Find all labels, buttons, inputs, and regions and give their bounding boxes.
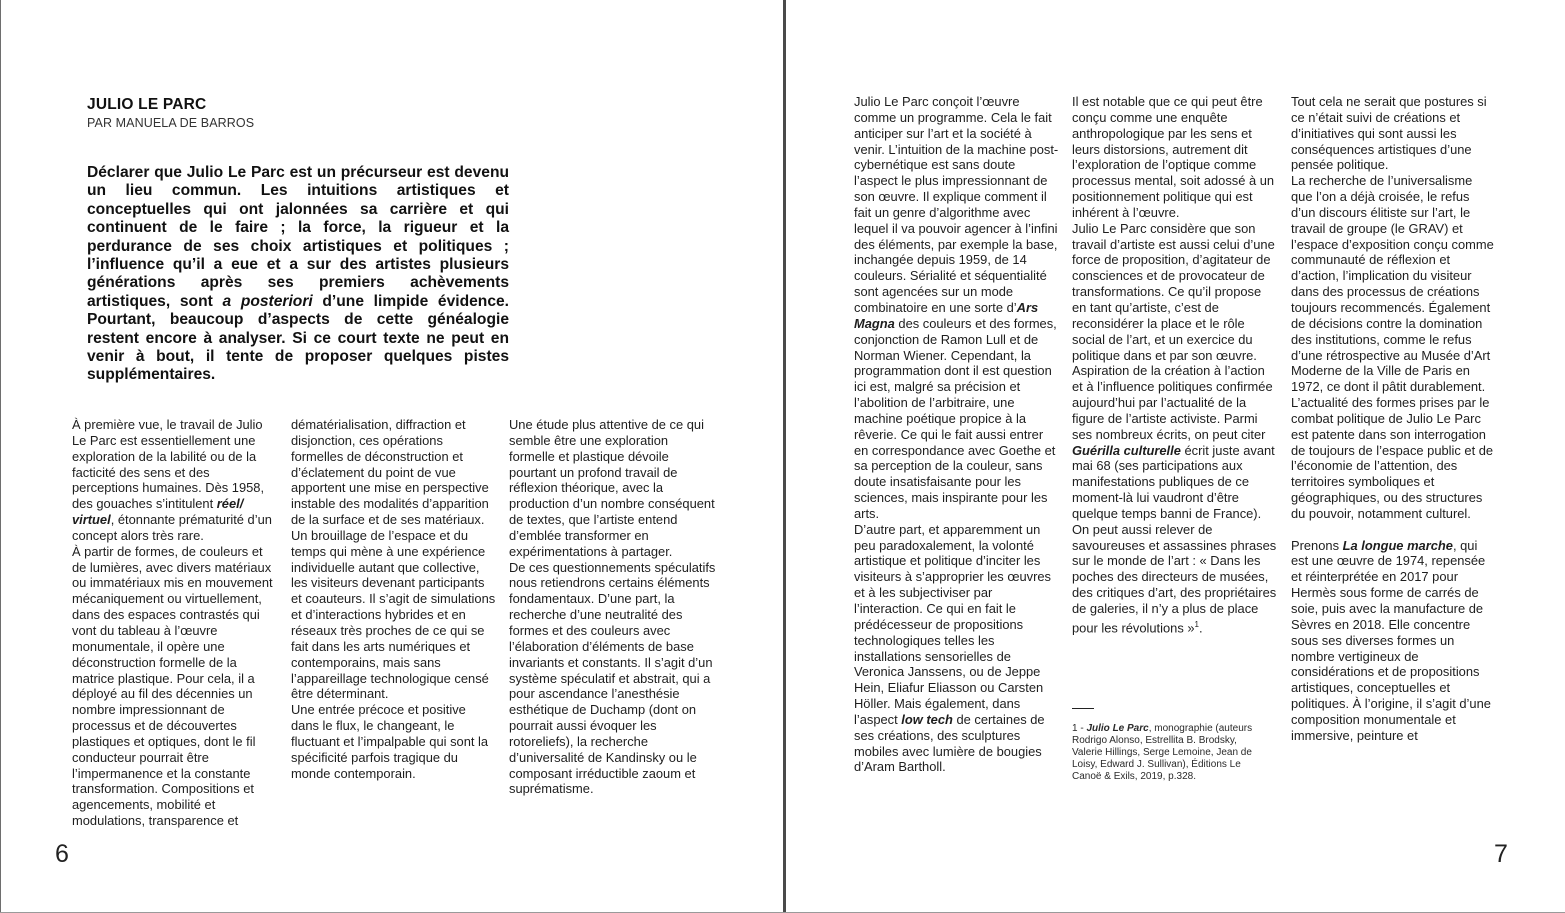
paragraph-text: . — [1198, 620, 1203, 636]
paragraph-text: , qui est une œuvre de 1974, repensée et réinterprétée en 2017 pour Hermès sous forme de carrés de soie, puis avec la manufacture de Sèvres en 2018. Elle concentre sous ses diverses formes un nombre vertigineux de considérations et de propositions artistiques, conceptuelles et politiques. À l’origine, il s’agit d’une composition monumentale et immersive, peinture et — [1291, 537, 1491, 743]
paragraph-text: Julio Le Parc conçoit l’œuvre comme un programme. Cela le fait anticiper sur l’art et la société à venir. L’intuition de la machine post-cybernétique est sans doute l’aspect le plus impressionnant de son œuvre. Il explique comment il fait un genre d’algorithme avec lequel il va pouvoir agencer à l’infini des éléments, par exemple la base, inchangée depuis 1959, de 14 couleurs. Sérialité et séquentialité sont agencées sur un mode combinatoire en une sorte d’ — [854, 94, 1059, 315]
lede-text: Déclarer que Julio Le Parc est un précurseur est devenu un lieu commun. Les intuitions artistiques et conceptuelles qui ont jalonnées sa carrière et qui continuent de le faire ; la force, la rigueur et la perdurance de ses choix artistiques et politiques ; l’influence qu’il a eue et a sur des artistes plusieurs générations après ses premiers achèvements artistiques, sont — [87, 164, 509, 310]
paragraph-text: À première vue, le travail de Julio Le Parc est essentiellement une exploration de la labilité ou de la facticité des sens et des perceptions humaines. Dès 1958, des gouaches s’intitulent — [72, 417, 265, 512]
footnote-number: 1 - — [1072, 723, 1087, 734]
text-column-5 — [1072, 94, 1278, 636]
paragraph — [72, 417, 278, 544]
article-byline: PAR MANUELA DE BARROS — [87, 116, 255, 130]
lede-text-end: d’une limpide évidence. Pourtant, beaucoup d’aspects de cette généalogie restent encore à analyser. Si ce court texte ne peut en venir à bout, il tente de proposer quelques pistes supplémentaires. — [87, 292, 509, 384]
paragraph: La recherche de l’universalisme que l’on a déjà croisée, le refus d’un discours élitiste sur l’art, le travail de groupe (le GRAV) et l’espace d’exposition conçu comme communauté de réflexion et d’action, l’implication du visiteur dans des processus de créations toujours recommencés. Également de décisions contre la domination des institutions, comme le refus d’une rétrospective au Musée d’Art Moderne de la Ville de Paris en 1972, ce dont il pâtit durablement. L’actualité des formes prises par le combat politique de Julio Le Parc est patente dans son interrogation de toujours de l’espace public et de l’économie de l’attention, des territoires symboliques et géographiques, ou des structures du pouvoir, notamment culturel. — [1291, 173, 1494, 521]
paragraph-text: , étonnante prématurité d’un concept alors très rare. — [72, 512, 272, 543]
paragraph-text: de certaines de ses créations, des sculptures mobiles avec lumière de bougies d’Aram Bartholl. — [854, 711, 1045, 775]
paragraph — [1291, 538, 1497, 744]
paragraph-emphasis: La longue marche — [1342, 537, 1453, 553]
paragraph-emphasis: réel/ virtuel — [72, 496, 244, 528]
paragraph-text: Julio Le Parc considère que son travail d’artiste est aussi celui d’une force de proposition, d’agitateur de consciences et de provocateur de transformations. Ce qu’il propose en tant qu’artiste, c’est de reconsidérer la place et le rôle social de l’art, et un exercice du politique dans et par son œuvre. Aspiration de la création à l’action et à l’influence politiques confirmée aujourd’hui par l’actualité de la figure de l’artiste activiste. Parmi ses nombreux écrits, on peut citer — [1072, 220, 1275, 442]
text-column-2 — [291, 417, 497, 781]
paragraph: Une étude plus attentive de ce qui semble être une exploration formelle et plastique dévoile pourtant un profond travail de réflexion théorique, avec la production d’un nombre conséquent de textes, que l’artiste entend d’emblée transformer en expérimentations à partager. — [509, 417, 715, 559]
page-number-right: 7 — [1494, 840, 1508, 868]
paragraph-emphasis: Ars Magna — [854, 299, 1039, 331]
paragraph-text: des couleurs et des formes, conjonction de Ramon Lull et de Norman Wiener. Cependant, la programmation dont il est question ici est, malgré sa précision et l’abolition de l’arbitraire, une machine poétique propice à la rêverie. Ce qui le fait aussi entrer en correspondance avec Goethe et sa perception de la couleur, sans doute insatisfaisante pour les sciences, mais inspirante pour les arts. — [854, 315, 1057, 521]
footnote — [1072, 723, 1260, 783]
paragraph-emphasis: low tech — [901, 711, 953, 727]
footnote-rule — [1072, 708, 1094, 709]
paragraph — [854, 522, 1060, 776]
article-title: JULIO LE PARC — [87, 96, 207, 113]
text-column-1 — [72, 417, 278, 829]
paragraph: Il est notable que ce qui peut être conçu comme une enquête anthropologique par les sens et leurs distorsions, autrement dit l’exploration de l’optique comme processus mental, soit adossé à un positionnement politique qui est inhérent à l’œuvre. — [1072, 94, 1275, 220]
text-column-6 — [1291, 94, 1497, 744]
paragraph: À partir de formes, de couleurs et de lumières, avec divers matériaux ou immatériaux mis en mouvement mécaniquement ou virtuellement, dans des espaces contrastés qui vont du tableau à l’œuvre monumentale, il opère une déconstruction formelle de la matrice plastique. Pour cela, il a déployé au fil des décennies un nombre impressionnant de processus et de découvertes plastiques et optiques, dont le fil conducteur pourrait être l’impermanence et la constante transformation. Compositions et agencements, mobilité et modulations, transparence et — [72, 543, 273, 829]
text-column-4 — [854, 94, 1060, 775]
paragraph: Une entrée précoce et positive dans le flux, le changeant, le fluctuant et l’impalpable qui sont la spécificité parfois tragique du monde contemporain. — [291, 702, 489, 781]
article-lede — [87, 164, 509, 385]
paragraph: dématérialisation, diffraction et disjonction, ces opérations formelles de déconstruction et d’éclatement du point de vue apportent une mise en perspective instable des modalités d’apparition de la surface et de ses matériaux. Un brouillage de l’espace et du temps qui mène à une expérience individuelle autant que collective, les visiteurs devenant participants et coauteurs. Il s’agit de simulations et d’interactions hybrides et en réseaux très proches de ce qui se fait dans les arts numériques et contemporains, mais sans l’appareillage technologique censé être déterminant. — [291, 417, 496, 702]
paragraph-gap — [1291, 522, 1497, 538]
paragraph-text: écrit juste avant mai 68 (ses participations aux manifestations publiques de ce moment-là lui vaudront d’être quelque temps banni de France). On peut aussi relever de savoureuses et assassines phrases sur le monde de l’art : « Dans les poches des directeurs de musées, des critiques d’art, des propriétaires de galeries, il n’y a plus de place pour les révolutions » — [1072, 442, 1277, 636]
paragraph-emphasis: Guérilla culturelle — [1072, 442, 1181, 458]
text-column-3 — [509, 417, 717, 797]
paragraph — [854, 94, 1060, 522]
page-number-left: 6 — [55, 840, 69, 868]
footnote-marker: 1 — [1194, 619, 1199, 629]
footnote-text: , monographie (auteurs Rodrigo Alonso, Estrellita B. Brodsky, Valerie Hillings, Serge Lemoine, Jean de Loisy, Edward J. Sullivan), Éditions Le Canoë & Exils, 2019, p.328. — [1072, 723, 1253, 783]
paragraph-text: Prenons — [1291, 537, 1343, 553]
paragraph — [1072, 221, 1278, 636]
paragraph: Tout cela ne serait que postures si ce n’était suivi de créations et d’initiatives qui sont aussi les conséquences artistiques d’une pensée politique. — [1291, 94, 1487, 173]
paragraph-text: D’autre part, et apparemment un peu paradoxalement, la volonté artistique et politique d’inciter les visiteurs à s’approprier les œuvres et à les subjectiviser par l’interaction. Ce qui en fait le prédécesseur de propositions technologiques telles les installations sensorielles de Veronica Janssens, ou de Jeppe Hein, Eliafur Eliasson ou Carsten Höller. Mais également, dans l’aspect — [854, 521, 1052, 727]
paragraph: De ces questionnements spéculatifs nous retiendrons certains éléments fondamentaux. D’une part, la recherche d’une neutralité des formes et des couleurs avec l’élaboration d’éléments de base invariants et constants. Il s’agit d’un système spéculatif et abstrait, qui a pour ascendance l’anesthésie esthétique de Duchamp (dont on pourrait aussi évoquer les rotoreliefs), la recherche d’universalité de Kandinsky ou le composant irréductible zaoum et suprématisme. — [509, 559, 716, 797]
lede-emphasis: a posteriori — [222, 292, 313, 310]
footnote-emphasis: Julio Le Parc — [1086, 723, 1149, 734]
